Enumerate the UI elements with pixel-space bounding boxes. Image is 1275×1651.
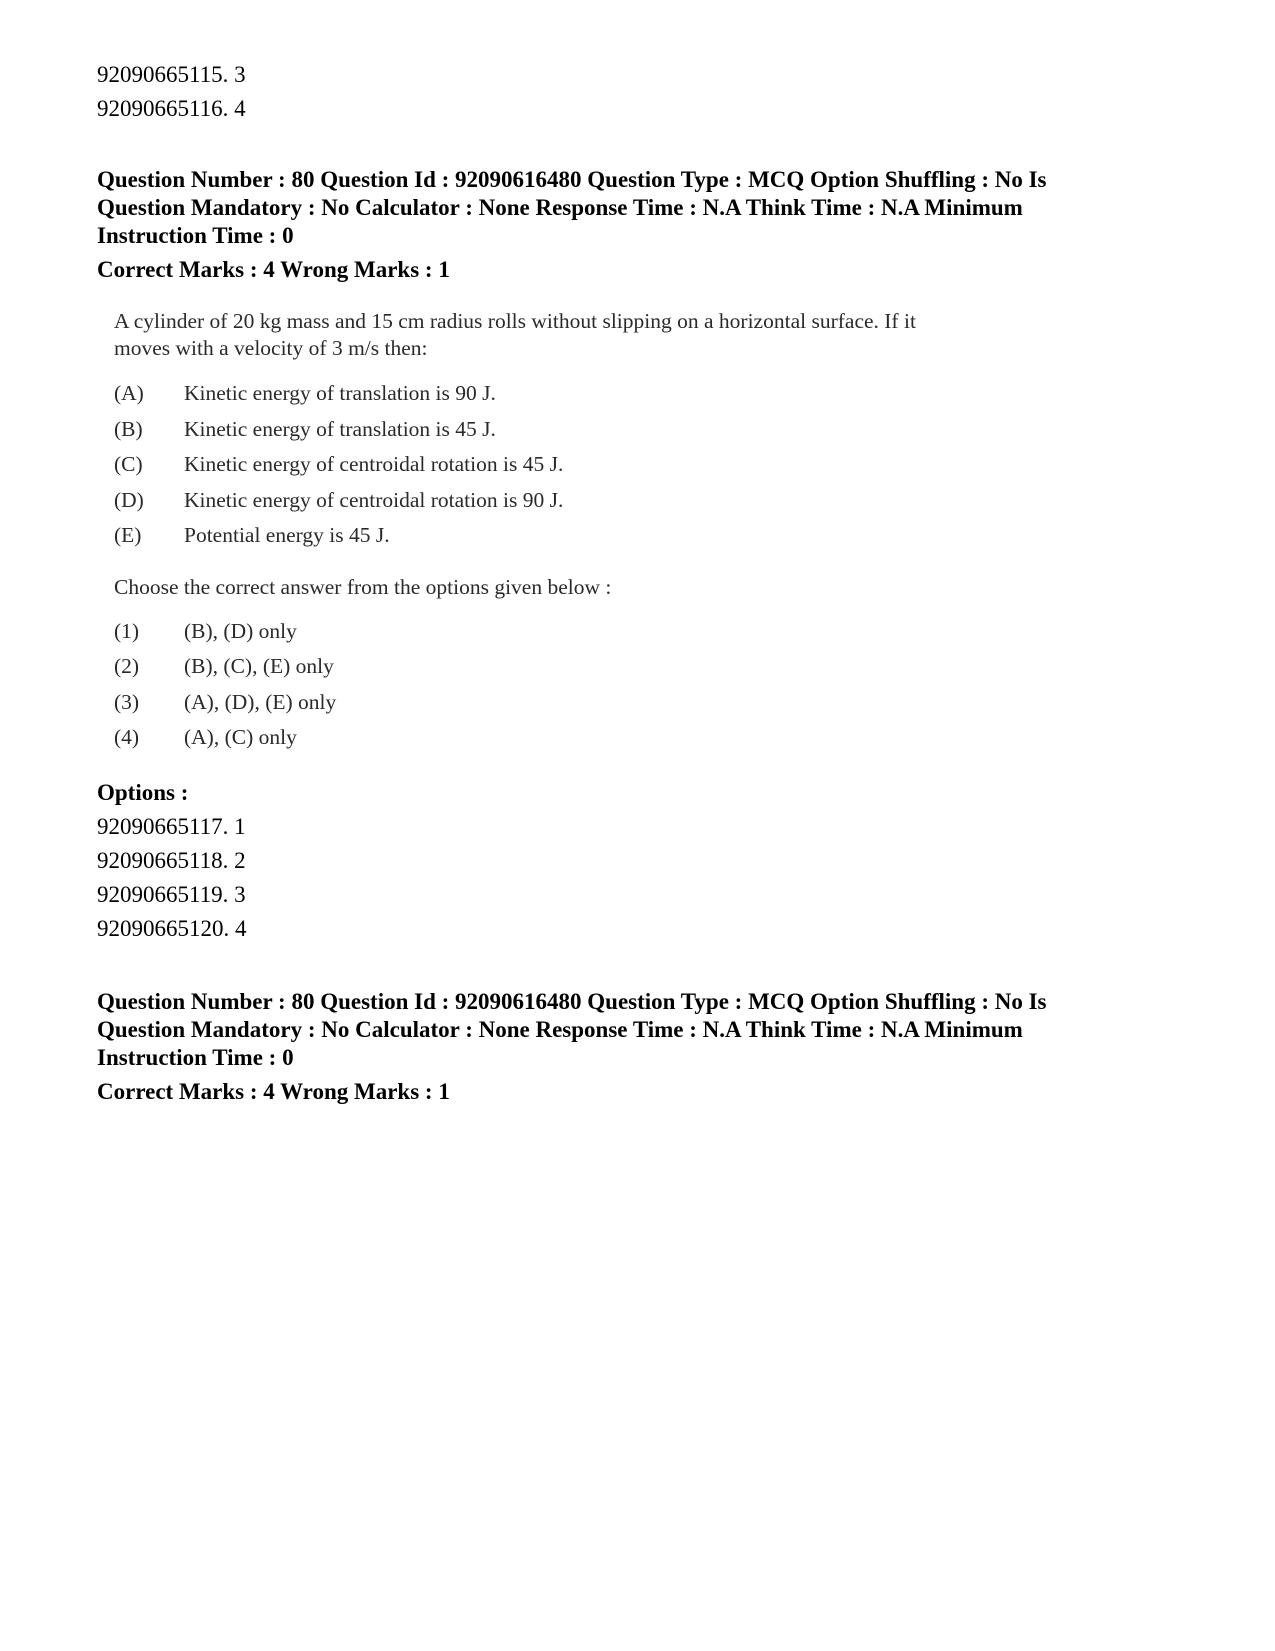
- statement-item: [114, 412, 1074, 448]
- statement-label: (A): [114, 381, 144, 405]
- question-text-line: moves with a velocity of 3 m/s then:: [114, 336, 428, 360]
- question-header-line: Question Number : 80 Question Id : 92090616480 Question Type : MCQ Option Shuffling : No Is: [97, 167, 1047, 192]
- question-marks: Correct Marks : 4 Wrong Marks : 1: [97, 257, 450, 282]
- question-text: [114, 308, 1074, 362]
- option-id-line: 92090665118. 2: [97, 847, 246, 873]
- statement-item: [114, 376, 1074, 412]
- question-header-line: Instruction Time : 0: [97, 1044, 294, 1070]
- choice-text: (A), (C) only: [184, 725, 297, 749]
- choice-item: [114, 614, 1074, 650]
- statement-text: Kinetic energy of centroidal rotation is 45 J.: [184, 452, 564, 476]
- statement-text: Kinetic energy of translation is 90 J.: [184, 381, 496, 405]
- choice-text: (A), (D), (E) only: [184, 689, 337, 714]
- statement-text: Kinetic energy of translation is 45 J.: [184, 416, 496, 441]
- choice-label: (1): [114, 618, 140, 643]
- option-id-line: 92090665120. 4: [97, 915, 247, 941]
- next-question-block: [97, 988, 1157, 1106]
- option-id-line: 92090665116. 4: [97, 96, 246, 121]
- choice-item: [114, 685, 1074, 721]
- question-image-content: [114, 308, 1074, 756]
- option-id-list: [97, 810, 1157, 946]
- document-page: [97, 58, 1157, 1106]
- statement-text: Potential energy is 45 J.: [184, 523, 390, 547]
- statement-item: [114, 447, 1074, 483]
- statement-label: (B): [114, 416, 143, 441]
- statement-item: [114, 483, 1074, 519]
- question-header-line: Instruction Time : 0: [97, 223, 294, 248]
- statement-text: Kinetic energy of centroidal rotation is 90 J.: [184, 487, 564, 512]
- choice-list: [114, 614, 1074, 756]
- options-heading: Options :: [97, 779, 189, 805]
- statement-list: [114, 376, 1074, 554]
- question-header: [97, 988, 1157, 1072]
- question-header-line: Question Number : 80 Question Id : 92090616480 Question Type : MCQ Option Shuffling : No Is: [97, 988, 1047, 1014]
- choice-label: (4): [114, 725, 140, 749]
- question-header: [97, 166, 1157, 250]
- statement-item: [114, 518, 1074, 554]
- option-id-line: 92090665115. 3: [97, 62, 246, 87]
- answer-instruction: Choose the correct answer from the options given below :: [114, 574, 612, 599]
- option-id-line: 92090665117. 1: [97, 813, 246, 839]
- question-header-line: Question Mandatory : No Calculator : None Response Time : N.A Think Time : N.A Minimum: [97, 195, 1023, 220]
- choice-label: (3): [114, 689, 140, 714]
- choice-item: [114, 649, 1074, 685]
- statement-label: (E): [114, 523, 142, 547]
- choice-label: (2): [114, 654, 140, 678]
- choice-text: (B), (D) only: [184, 618, 297, 643]
- question-text-line: A cylinder of 20 kg mass and 15 cm radius rolls without slipping on a horizontal surface. If it: [114, 309, 916, 333]
- statement-label: (C): [114, 452, 143, 476]
- choice-text: (B), (C), (E) only: [184, 654, 334, 678]
- question-block: [97, 166, 1157, 946]
- statement-label: (D): [114, 487, 144, 512]
- choice-item: [114, 720, 1074, 756]
- previous-option-list: [97, 58, 1157, 126]
- option-id-line: 92090665119. 3: [97, 881, 246, 907]
- question-header-line: Question Mandatory : No Calculator : None Response Time : N.A Think Time : N.A Minimum: [97, 1016, 1023, 1042]
- question-marks: Correct Marks : 4 Wrong Marks : 1: [97, 1078, 450, 1104]
